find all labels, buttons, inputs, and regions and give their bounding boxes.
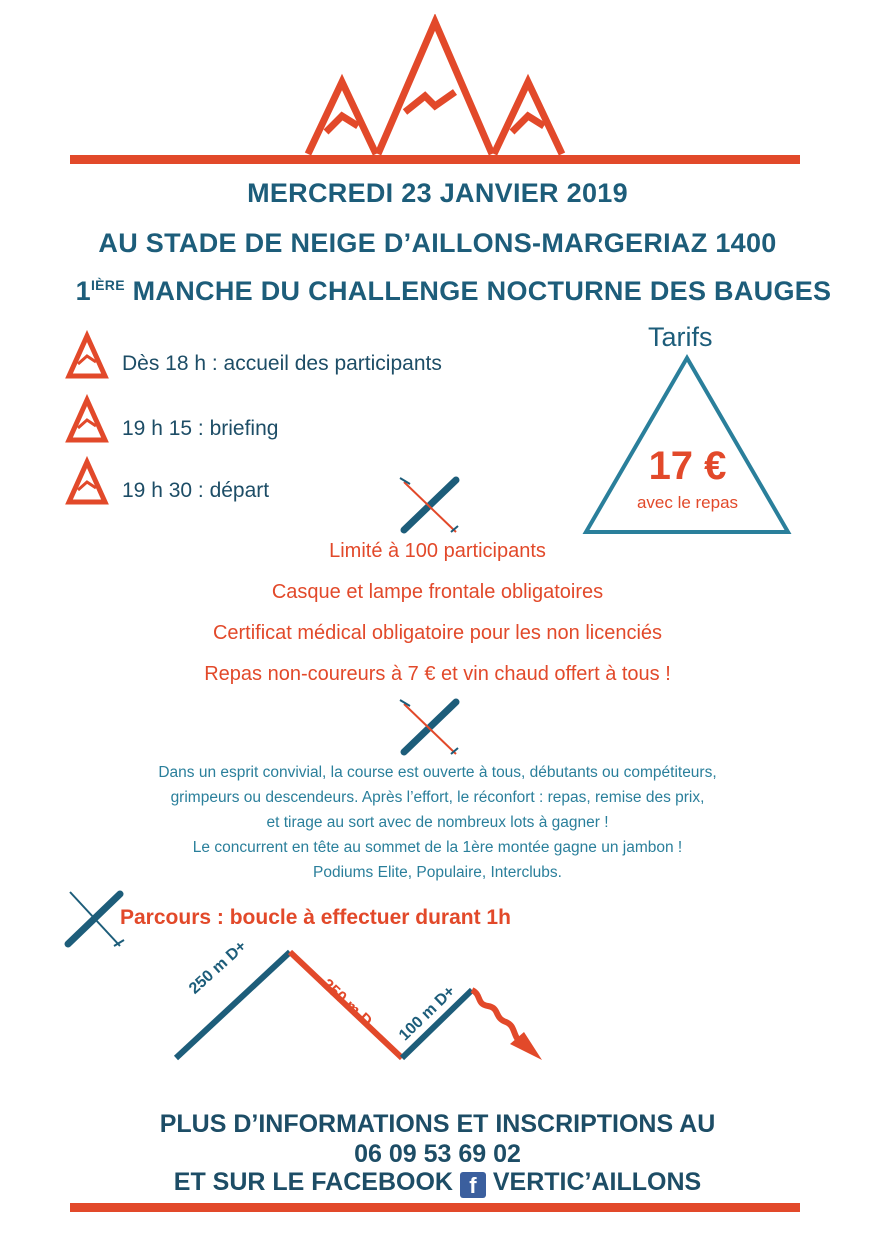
skis-icon xyxy=(62,886,128,952)
tarifs-label: Tarifs xyxy=(648,322,713,352)
parcours-title: Parcours : boucle à effectuer durant 1h xyxy=(120,906,511,929)
event-title-sup: IÈRE xyxy=(90,277,125,293)
event-date: MERCREDI 23 JANVIER 2019 xyxy=(247,178,628,208)
rule-meal: Repas non-coureurs à 7 € et vin chaud offert à tous ! xyxy=(204,663,671,685)
description-line-2: grimpeurs ou descendeurs. Après l’effort, le réconfort : repas, remise des prix, xyxy=(170,789,705,806)
segment-label-3: 100 m D+ xyxy=(396,982,459,1045)
mountains-logo xyxy=(290,14,580,159)
segment-label-1: 250 m D+ xyxy=(186,937,250,998)
rule-certificate: Certificat médical obligatoire pour les non licenciés xyxy=(212,622,663,644)
description-line-3: et tirage au sort avec de nombreux lots à gagner ! xyxy=(266,814,609,831)
facebook-icon: f xyxy=(460,1172,486,1198)
event-venue: AU STADE DE NEIGE D’AILLONS-MARGERIAZ 1400 xyxy=(98,228,777,258)
event-title xyxy=(16,276,875,307)
footer-phone: 06 09 53 69 02 xyxy=(354,1140,521,1168)
event-title-prefix: 1 xyxy=(75,276,91,306)
top-divider xyxy=(70,155,800,164)
tarifs-note: avec le repas xyxy=(636,493,739,512)
footer-facebook-text: ET SUR LE FACEBOOK xyxy=(173,1168,453,1196)
description-line-1: Dans un esprit convivial, la course est ouverte à tous, débutants ou compétiteurs, xyxy=(158,764,717,781)
segment-label-2: 250 m D- xyxy=(318,976,379,1034)
footer-page-name: VERTIC’AILLONS xyxy=(492,1168,702,1196)
description-line-5: Podiums Elite, Populaire, Interclubs. xyxy=(313,864,562,881)
schedule-item-1: Dès 18 h : accueil des participants xyxy=(122,352,442,375)
schedule-item-2: 19 h 15 : briefing xyxy=(122,417,279,440)
footer-line-3 xyxy=(0,1168,875,1198)
description xyxy=(0,760,875,885)
rule-equipment: Casque et lampe frontale obligatoires xyxy=(271,581,604,603)
skis-icon xyxy=(396,696,466,758)
schedule-item-3: 19 h 30 : départ xyxy=(122,479,270,502)
tarifs-price: 17 € xyxy=(648,444,727,488)
mountain-icon xyxy=(64,330,110,380)
mountain-icon xyxy=(64,456,110,506)
mountain-icon xyxy=(64,394,110,444)
rule-participants: Limité à 100 participants xyxy=(329,540,546,562)
bottom-divider xyxy=(70,1203,800,1212)
footer-line-1: PLUS D’INFORMATIONS ET INSCRIPTIONS AU xyxy=(159,1110,716,1138)
skis-icon xyxy=(396,474,466,536)
description-line-4: Le concurrent en tête au sommet de la 1ère montée gagne un jambon ! xyxy=(192,839,683,856)
event-title-rest: MANCHE DU CHALLENGE NOCTURNE DES BAUGES xyxy=(124,276,832,306)
